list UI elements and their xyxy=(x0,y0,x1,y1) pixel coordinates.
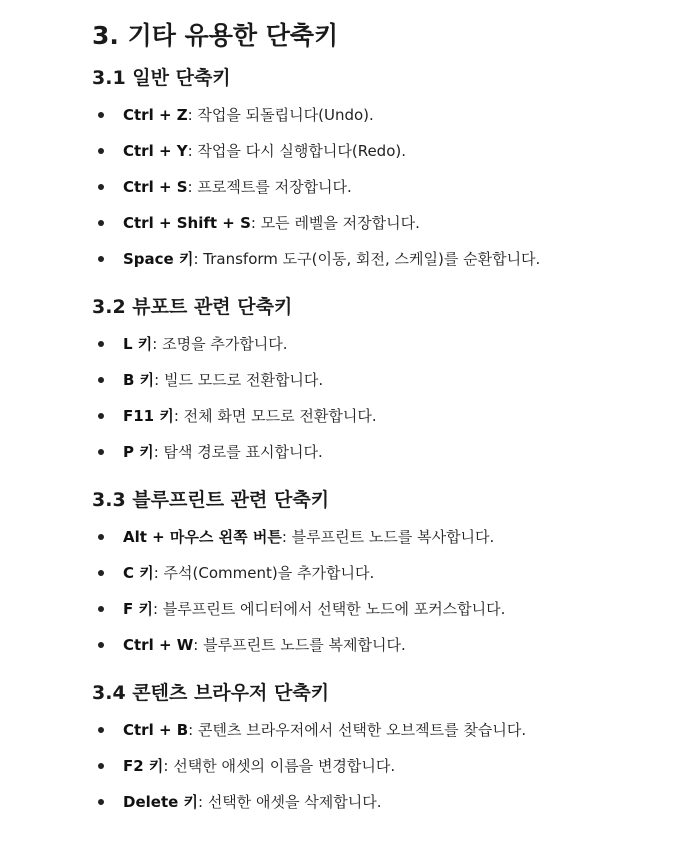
list-item xyxy=(92,177,686,197)
shortcut-desc: : 전체 화면 모드로 전환합니다. xyxy=(173,407,377,425)
shortcut-key: Delete 키 xyxy=(123,793,198,811)
section-heading: 3.4 콘텐츠 브라우저 단축키 xyxy=(92,682,330,704)
shortcut-desc: : 블루프린트 노드를 복사합니다. xyxy=(281,528,495,546)
list-item xyxy=(92,527,686,547)
shortcut-key: F2 키 xyxy=(123,757,164,775)
shortcut-key: Ctrl + W xyxy=(123,636,194,654)
shortcut-key: Ctrl + Shift + S xyxy=(123,214,251,232)
shortcut-list xyxy=(92,527,686,655)
shortcut-desc: : 선택한 애셋을 삭제합니다. xyxy=(198,793,382,811)
section-content-browser xyxy=(92,679,686,812)
list-item xyxy=(92,563,686,583)
list-item xyxy=(92,635,686,655)
section-blueprint xyxy=(92,486,686,655)
shortcut-key: Ctrl + S xyxy=(123,178,188,196)
shortcut-key: C 키 xyxy=(123,564,154,582)
shortcut-desc: : 빌드 모드로 전환합니다. xyxy=(154,371,324,389)
list-item xyxy=(92,756,686,776)
shortcut-list xyxy=(92,105,686,269)
list-item xyxy=(92,141,686,161)
shortcut-key: Space 키 xyxy=(123,250,194,268)
shortcut-key: Ctrl + B xyxy=(123,721,189,739)
shortcut-key: B 키 xyxy=(123,371,155,389)
shortcut-key: Alt + 마우스 왼쪽 버튼 xyxy=(123,528,282,546)
shortcut-desc: : 모든 레벨을 저장합니다. xyxy=(250,214,420,232)
shortcut-desc: : 작업을 다시 실행합니다(Redo). xyxy=(187,142,407,160)
list-item xyxy=(92,720,686,740)
shortcut-desc: : 콘텐츠 브라우저에서 선택한 오브젝트를 찾습니다. xyxy=(188,721,527,739)
list-item xyxy=(92,370,686,390)
list-item xyxy=(92,599,686,619)
list-item xyxy=(92,213,686,233)
shortcut-key: P 키 xyxy=(123,443,154,461)
shortcut-list xyxy=(92,334,686,462)
shortcut-desc: : Transform 도구(이동, 회전, 스케일)를 순환합니다. xyxy=(193,250,541,268)
shortcut-desc: : 탐색 경로를 표시합니다. xyxy=(153,443,323,461)
shortcut-list xyxy=(92,720,686,812)
page-title: 3. 기타 유용한 단축키 xyxy=(92,21,339,50)
list-item xyxy=(92,442,686,462)
shortcut-key: Ctrl + Z xyxy=(123,106,188,124)
shortcut-key: Ctrl + Y xyxy=(123,142,188,160)
section-viewport xyxy=(92,293,686,462)
list-item xyxy=(92,105,686,125)
shortcut-key: L 키 xyxy=(123,335,153,353)
shortcut-key: F 키 xyxy=(123,600,153,618)
list-item xyxy=(92,406,686,426)
list-item xyxy=(92,334,686,354)
list-item xyxy=(92,792,686,812)
section-general xyxy=(92,64,686,269)
section-heading: 3.3 블루프린트 관련 단축키 xyxy=(92,489,330,511)
shortcut-desc: : 블루프린트 노드를 복제합니다. xyxy=(193,636,406,654)
shortcut-desc: : 선택한 애셋의 이름을 변경합니다. xyxy=(163,757,396,775)
section-heading: 3.1 일반 단축키 xyxy=(92,67,231,89)
shortcut-desc: : 프로젝트를 저장합니다. xyxy=(187,178,352,196)
shortcut-desc: : 조명을 추가합니다. xyxy=(152,335,288,353)
shortcut-desc: : 주석(Comment)을 추가합니다. xyxy=(153,564,375,582)
shortcut-key: F11 키 xyxy=(123,407,174,425)
shortcut-desc: : 블루프린트 에디터에서 선택한 노드에 포커스합니다. xyxy=(152,600,506,618)
shortcut-desc: : 작업을 되돌립니다(Undo). xyxy=(187,106,374,124)
list-item xyxy=(92,249,686,269)
section-heading: 3.2 뷰포트 관련 단축키 xyxy=(92,296,293,318)
